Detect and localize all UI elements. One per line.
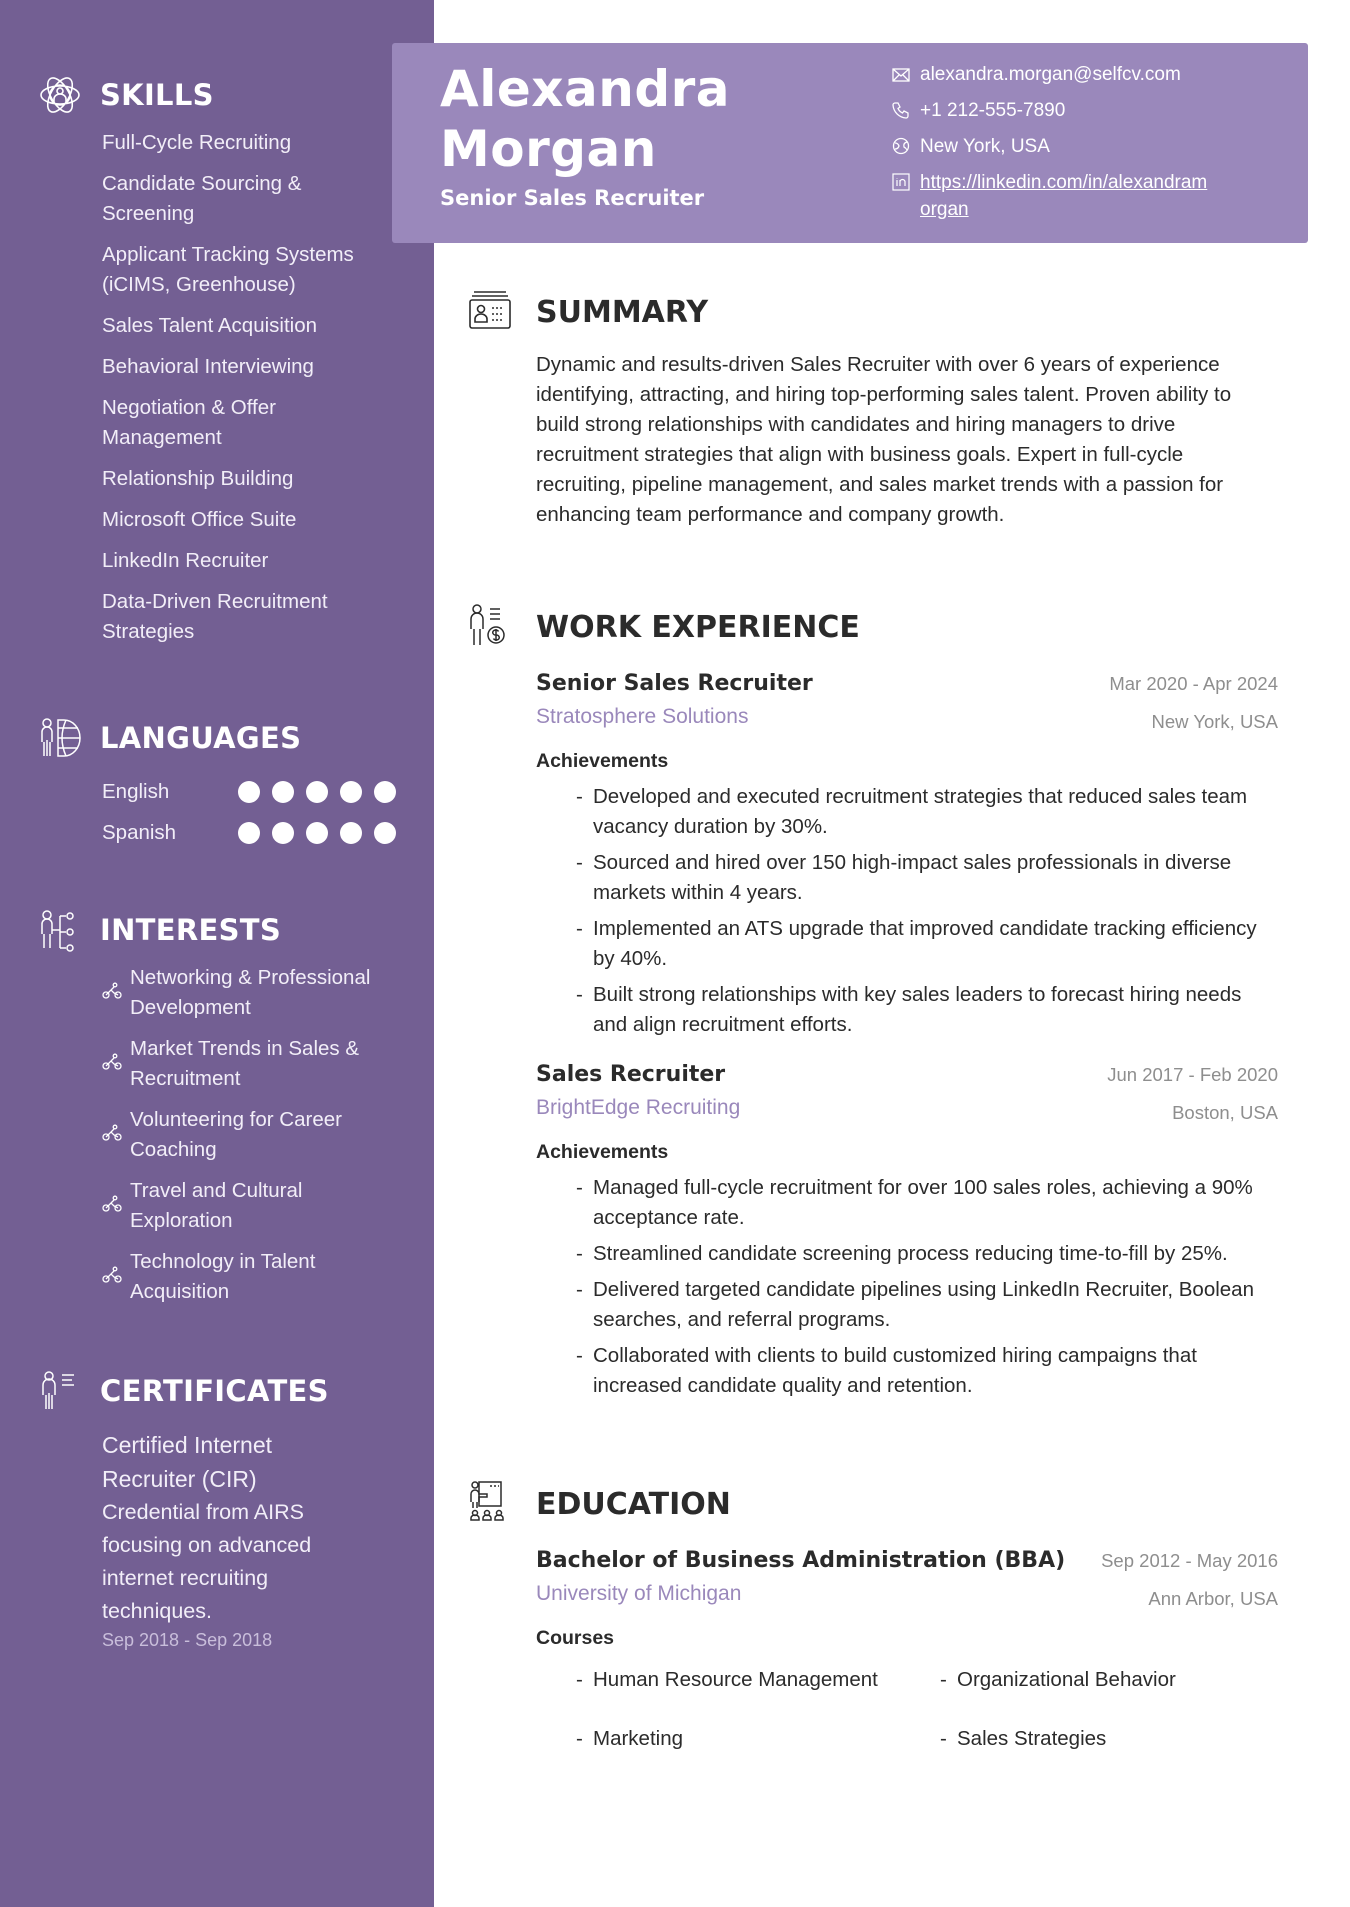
- course-item: - Organizational Behavior: [940, 1668, 1176, 1691]
- skills-list: [102, 128, 418, 647]
- skill-item: Sales Talent Acquisition: [102, 314, 318, 337]
- level-dot-filled: [306, 781, 328, 803]
- education-entry: [536, 1546, 1278, 1760]
- skill-item: Data-Driven Recruitment Strategies: [102, 590, 328, 643]
- experience-heading: [468, 603, 1278, 651]
- skill-item: LinkedIn Recruiter: [102, 549, 269, 572]
- bicycle-icon: [102, 1052, 124, 1077]
- linkedin-link[interactable]: https://linkedin.com/in/alexandram organ: [920, 172, 1208, 220]
- header: [392, 43, 1308, 243]
- interests-section: [38, 907, 418, 1318]
- job-location: Boston, USA: [1172, 1102, 1278, 1123]
- person-money-icon: [468, 603, 516, 651]
- person-globe-icon: [38, 716, 82, 760]
- contact-email[interactable]: [892, 61, 1292, 88]
- interest-text: Volunteering for Career Coaching: [130, 1108, 342, 1161]
- bicycle-icon: [102, 1265, 124, 1290]
- language-item: [102, 771, 418, 812]
- job-location: New York, USA: [1151, 711, 1278, 732]
- level-dot-filled: [238, 781, 260, 803]
- course-item: - Marketing: [576, 1727, 684, 1750]
- job-title: Senior Sales Recruiter: [536, 671, 813, 696]
- job-role: Senior Sales Recruiter: [440, 186, 705, 210]
- achievement-item: - Collaborated with clients to build customized hiring campaigns that increased candidate quality and retention.: [576, 1344, 1197, 1397]
- education-heading: [468, 1480, 1278, 1528]
- interest-text: Market Trends in Sales & Recruitment: [130, 1037, 360, 1090]
- level-dot-filled: [272, 781, 294, 803]
- achievement-item: - Developed and executed recruitment strategies that reduced sales team vacancy duration by 30%.: [576, 785, 1248, 838]
- skill-item: Behavioral Interviewing: [102, 355, 314, 378]
- summary-text: Dynamic and results-driven Sales Recruiter with over 6 years of experience identifying, attracting, and hiring top-performing sales talent. Proven ability to build strong relationships with candidates and hiring managers to drive recruitment strategies that align with business goals. Expert in full-cycle recruiting, pipeline management, and sales market trends with a passion for enhancing team performance and company growth.: [536, 353, 1232, 526]
- level-dot-filled: [340, 781, 362, 803]
- achievements-label: Achievements: [536, 1141, 669, 1163]
- phone-text: +1 212-555-7890: [920, 100, 1066, 121]
- interest-item: [102, 1034, 418, 1094]
- achievement-item: - Delivered targeted candidate pipelines using LinkedIn Recruiter, Boolean searches, and referral programs.: [576, 1278, 1254, 1331]
- id-card-icon: [468, 288, 516, 336]
- course-item: - Sales Strategies: [940, 1727, 1107, 1750]
- education-location: Ann Arbor, USA: [1148, 1588, 1278, 1609]
- achievements-list: [576, 782, 1278, 1040]
- experience-section: [468, 603, 1278, 1407]
- achievements-list: [576, 1173, 1278, 1401]
- summary-section: [468, 288, 1278, 530]
- skill-item: Microsoft Office Suite: [102, 508, 297, 531]
- certificate-name: Certified Internet Recruiter (CIR): [102, 1432, 273, 1492]
- bicycle-icon: [102, 1123, 124, 1148]
- skill-item: Candidate Sourcing & Screening: [102, 172, 302, 225]
- teacher-class-icon: [468, 1480, 516, 1528]
- job-title: Sales Recruiter: [536, 1062, 726, 1087]
- job-entry: [536, 1060, 1278, 1401]
- language-level-dots: [238, 822, 396, 844]
- person-list-icon: [38, 1369, 82, 1413]
- achievement-item: - Sourced and hired over 150 high-impact sales professionals in diverse markets within 4 years.: [576, 851, 1232, 904]
- interests-list: [38, 963, 418, 1307]
- envelope-icon: [892, 64, 912, 84]
- summary-heading: [468, 288, 1278, 336]
- interest-item: [102, 1105, 418, 1165]
- experience-title: WORK EXPERIENCE: [536, 609, 860, 645]
- level-dot-filled: [306, 822, 328, 844]
- job-entry: [536, 669, 1278, 1040]
- interest-item: [102, 1247, 418, 1307]
- language-name: Spanish: [102, 820, 177, 844]
- skills-title: SKILLS: [100, 78, 214, 112]
- email-text: alexandra.morgan@selfcv.com: [920, 64, 1181, 85]
- certificate-item: [102, 1428, 352, 1651]
- skill-item: Applicant Tracking Systems (iCIMS, Greenhouse): [102, 243, 354, 296]
- sidebar: [0, 0, 434, 1907]
- skills-section: [38, 72, 418, 658]
- skill-item: Negotiation & Offer Management: [102, 396, 276, 449]
- language-name: English: [102, 779, 170, 803]
- person-options-icon: [38, 908, 82, 952]
- education-title: EDUCATION: [536, 1486, 731, 1522]
- interest-text: Networking & Professional Development: [130, 966, 371, 1019]
- summary-title: SUMMARY: [536, 294, 709, 330]
- company-name: BrightEdge Recruiting: [536, 1096, 741, 1119]
- education-section: [468, 1480, 1278, 1760]
- certificates-heading: [38, 1368, 418, 1414]
- skill-item: Full-Cycle Recruiting: [102, 131, 292, 154]
- education-dates: Sep 2012 - May 2016: [1101, 1550, 1278, 1571]
- level-dot-filled: [374, 781, 396, 803]
- contact-location: [892, 133, 1292, 160]
- achievements-label: Achievements: [536, 750, 669, 772]
- languages-list: [38, 771, 418, 853]
- achievement-item: - Implemented an ATS upgrade that improved candidate tracking efficiency by 40%.: [576, 917, 1257, 970]
- language-level-dots: [238, 781, 396, 803]
- degree: Bachelor of Business Administration (BBA): [536, 1548, 1066, 1573]
- location-text: New York, USA: [920, 136, 1050, 157]
- certificate-date: Sep 2018 - Sep 2018: [102, 1630, 273, 1650]
- interest-text: Technology in Talent Acquisition: [130, 1250, 316, 1303]
- certificates-section: [38, 1368, 418, 1651]
- network-person-icon: [38, 73, 82, 117]
- interest-text: Travel and Cultural Exploration: [130, 1179, 303, 1232]
- interest-item: [102, 1176, 418, 1236]
- level-dot-filled: [340, 822, 362, 844]
- languages-title: LANGUAGES: [100, 721, 302, 755]
- courses-label: Courses: [536, 1627, 615, 1649]
- level-dot-filled: [238, 822, 260, 844]
- certificates-title: CERTIFICATES: [100, 1374, 329, 1408]
- achievement-item: - Managed full-cycle recruitment for over 100 sales roles, achieving a 90% acceptance rate.: [576, 1176, 1253, 1229]
- contact-phone[interactable]: [892, 97, 1292, 124]
- bicycle-icon: [102, 981, 124, 1006]
- linkedin-icon: [892, 172, 912, 192]
- level-dot-filled: [272, 822, 294, 844]
- last-name: Morgan: [440, 120, 657, 178]
- school-name: University of Michigan: [536, 1582, 742, 1605]
- skill-item: Relationship Building: [102, 467, 294, 490]
- interests-heading: [38, 907, 418, 953]
- level-dot-filled: [374, 822, 396, 844]
- contact-list: [892, 61, 1292, 232]
- job-dates: Mar 2020 - Apr 2024: [1109, 673, 1278, 694]
- languages-heading: [38, 715, 418, 761]
- skills-heading: [38, 72, 418, 118]
- achievement-item: - Streamlined candidate screening process reducing time-to-fill by 25%.: [576, 1242, 1228, 1265]
- first-name: Alexandra: [440, 60, 731, 118]
- course-item: - Human Resource Management: [576, 1668, 878, 1691]
- interest-item: [102, 963, 418, 1023]
- globe-icon: [892, 136, 912, 156]
- job-dates: Jun 2017 - Feb 2020: [1107, 1064, 1278, 1085]
- language-item: [102, 812, 418, 853]
- company-name: Stratosphere Solutions: [536, 705, 749, 728]
- courses-list: [576, 1665, 1278, 1760]
- interests-title: INTERESTS: [100, 913, 282, 947]
- phone-icon: [892, 100, 912, 120]
- certificate-description: Credential from AIRS focusing on advanced internet recruiting techniques.: [102, 1500, 312, 1623]
- bicycle-icon: [102, 1194, 124, 1219]
- achievement-item: - Built strong relationships with key sales leaders to forecast hiring needs and align recruitment efforts.: [576, 983, 1242, 1036]
- candidate-name: [440, 59, 730, 179]
- contact-linkedin[interactable]: [892, 169, 1292, 223]
- languages-section: [38, 715, 418, 853]
